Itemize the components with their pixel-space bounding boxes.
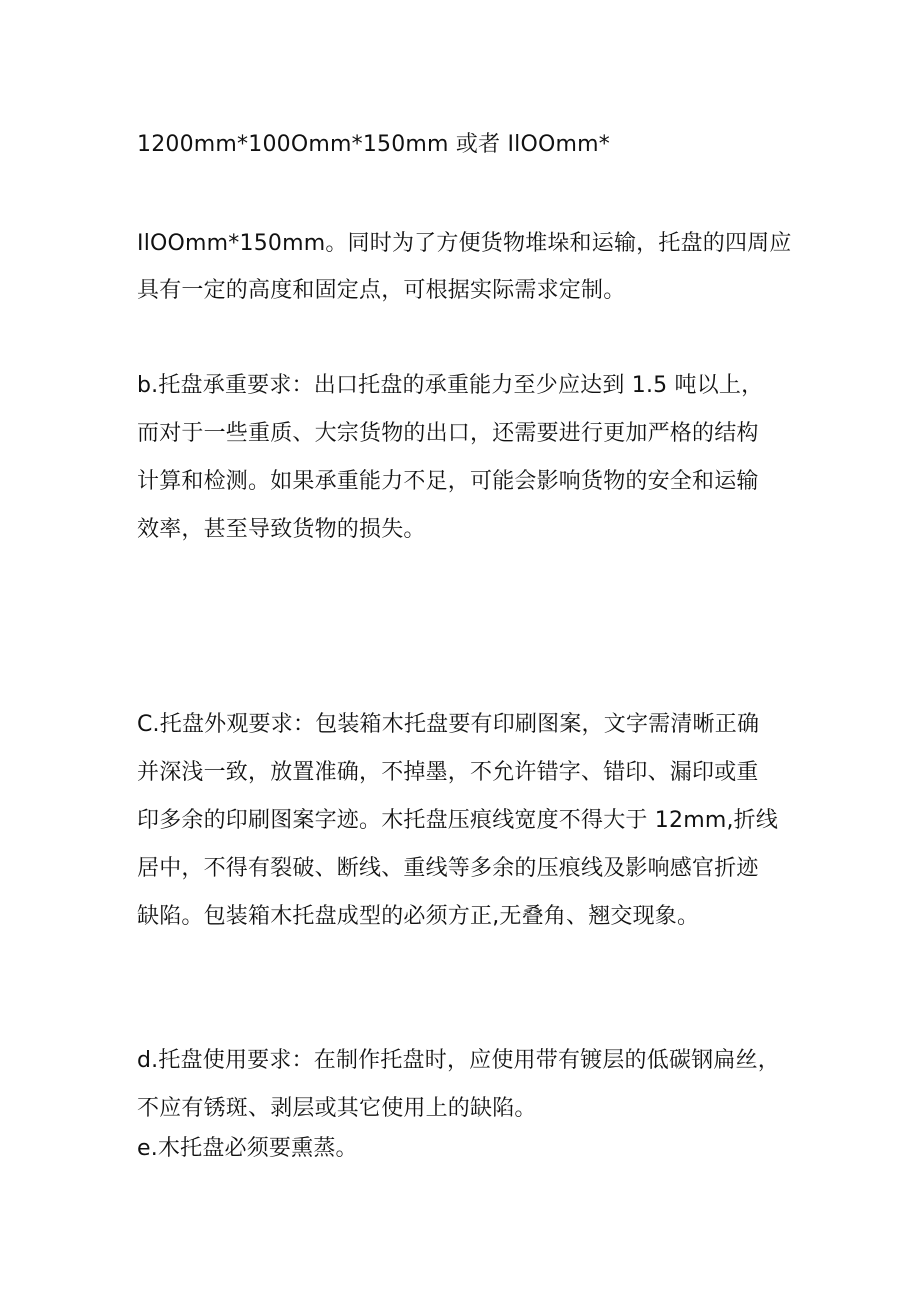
paragraph-b-line-3: 计算和检测。如果承重能力不足，可能会影响货物的安全和运输 xyxy=(137,469,759,494)
paragraph-c-line-2: 并深浅一致，放置准确，不掉墨，不允许错字、错印、漏印或重 xyxy=(137,760,759,785)
paragraph-d-line-1: d.托盘使用要求：在制作托盘时，应使用带有镀层的低碳钢扁丝， xyxy=(137,1048,780,1073)
paragraph-b-line-2: 而对于一些重质、大宗货物的出口，还需要进行更加严格的结构 xyxy=(137,421,759,446)
paragraph-d-line-2: 不应有锈斑、剥层或其它使用上的缺陷。 xyxy=(137,1096,537,1121)
paragraph-c-line-5: 缺陷。包装箱木托盘成型的必须方正,无叠角、翘交现象。 xyxy=(137,904,700,929)
paragraph-c-line-1: C.托盘外观要求：包装箱木托盘要有印刷图案，文字需清晰正确 xyxy=(137,712,760,737)
paragraph-e-line-1: e.木托盘必须要熏蒸。 xyxy=(137,1136,358,1161)
paragraph-b-line-4: 效率，甚至导致货物的损失。 xyxy=(137,517,426,542)
dimensions-line-1: 1200mm*100Omm*150mm 或者 IlOOmm* xyxy=(137,132,610,157)
dimensions-cont-line-1: IlOOmm*150mm。同时为了方便货物堆垛和运输，托盘的四周应 xyxy=(137,231,792,256)
paragraph-b-line-1: b.托盘承重要求：出口托盘的承重能力至少应达到 1.5 吨以上， xyxy=(137,373,764,398)
paragraph-c-line-4: 居中，不得有裂破、断线、重线等多余的压痕线及影响感官折迹 xyxy=(137,856,759,881)
paragraph-c-line-3: 印多余的印刷图案字迹。木托盘压痕线宽度不得大于 12mm,折线 xyxy=(137,808,779,833)
dimensions-cont-line-2: 具有一定的高度和固定点，可根据实际需求定制。 xyxy=(137,278,626,303)
